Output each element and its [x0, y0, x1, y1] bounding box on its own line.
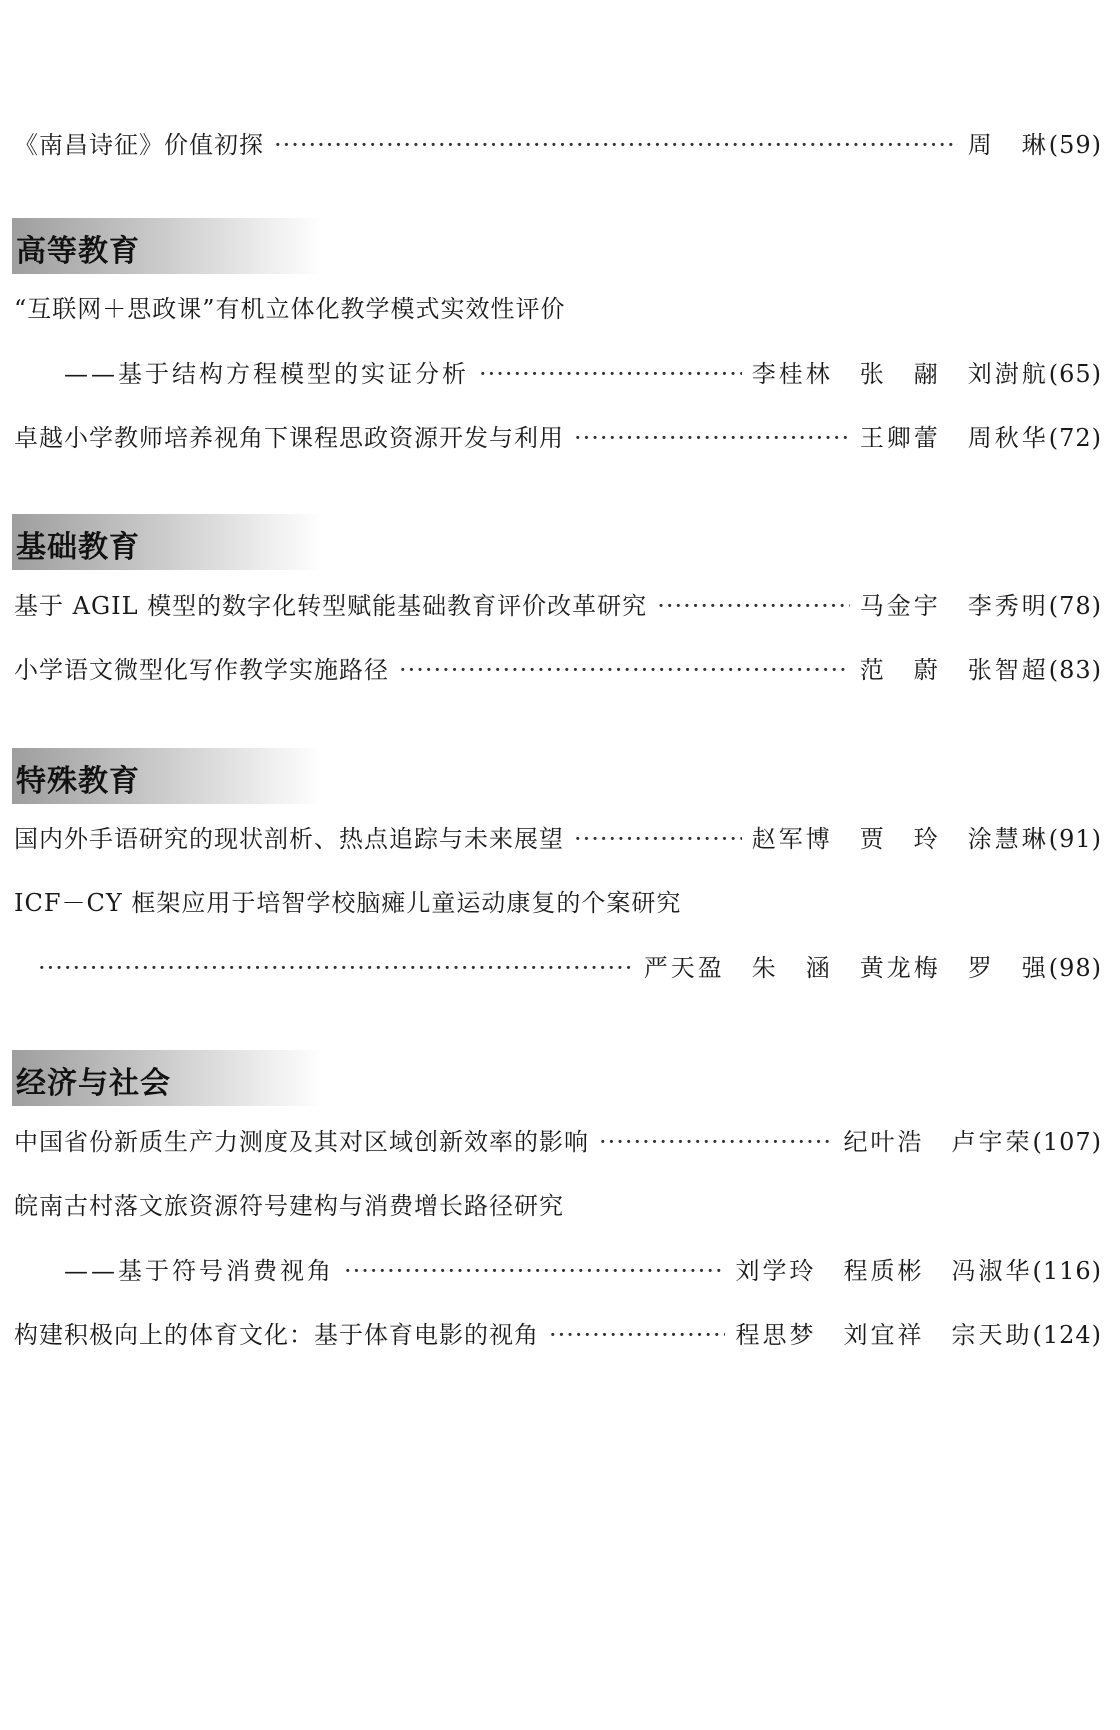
entry-title: 《南昌诗征》价值初探: [14, 131, 264, 159]
entry-title: 基于 AGIL 模型的数字化转型赋能基础教育评价改革研究: [14, 592, 648, 620]
entry-title: 皖南古村落文旅资源符号建构与消费增长路径研究: [14, 1192, 564, 1220]
section-title: 特殊教育: [16, 764, 140, 799]
toc-entry[interactable]: [14, 886, 1102, 920]
toc-entry[interactable]: [14, 653, 1102, 687]
toc-entry[interactable]: [14, 1189, 1102, 1223]
entry-authors: 纪叶浩 卢宇荣: [843, 1128, 1033, 1156]
toc-entry[interactable]: [14, 1318, 1102, 1352]
entry-subtitle: ——基于结构方程模型的实证分析: [64, 360, 469, 388]
toc-entry-subtitle[interactable]: [64, 1254, 1102, 1288]
entry-authors: 马金宇 李秀明: [859, 592, 1049, 620]
entry-authors: 严天盈 朱 涵 黄龙梅 罗 强: [643, 954, 1049, 982]
entry-page: (78): [1048, 592, 1102, 620]
entry-page: (91): [1048, 825, 1102, 853]
section-title: 经济与社会: [16, 1066, 171, 1101]
section-heading-special-education: [12, 748, 322, 804]
entry-page: (59): [1048, 131, 1102, 159]
section-title: 高等教育: [16, 234, 140, 269]
dot-leader: [344, 1254, 725, 1288]
entry-page: (116): [1032, 1257, 1102, 1285]
toc-entry[interactable]: [14, 589, 1102, 623]
entry-authors: 周 琳: [967, 131, 1049, 159]
toc-entry[interactable]: [14, 421, 1102, 455]
dot-leader: [274, 128, 958, 162]
entry-page: (83): [1048, 656, 1102, 684]
toc-entry[interactable]: [14, 822, 1102, 856]
entry-title: 中国省份新质生产力测度及其对区域创新效率的影响: [14, 1128, 589, 1156]
entry-authors: 王卿蕾 周秋华: [859, 424, 1049, 452]
dot-leader: [38, 951, 634, 985]
entry-page: (98): [1048, 954, 1102, 982]
toc-entry[interactable]: [14, 128, 1102, 162]
entry-authors: 范 蔚 张智超: [859, 656, 1049, 684]
entry-title: 国内外手语研究的现状剖析、热点追踪与未来展望: [14, 825, 564, 853]
entry-subtitle: ——基于符号消费视角: [64, 1257, 334, 1285]
entry-authors: 刘学玲 程质彬 冯淑华: [735, 1257, 1033, 1285]
section-title: 基础教育: [16, 530, 140, 565]
toc-entry[interactable]: [14, 1125, 1102, 1159]
entry-title: 卓越小学教师培养视角下课程思政资源开发与利用: [14, 424, 564, 452]
entry-title: “互联网＋思政课”有机立体化教学模式实效性评价: [14, 295, 566, 323]
section-heading-basic-education: [12, 514, 322, 570]
dot-leader: [574, 421, 850, 455]
dot-leader: [399, 653, 850, 687]
entry-authors: 李桂林 张 翮 刘澍航: [751, 360, 1049, 388]
dot-leader: [574, 822, 742, 856]
dot-leader: [549, 1318, 725, 1352]
toc-entry[interactable]: [14, 292, 1102, 326]
toc-entry-subtitle[interactable]: [64, 357, 1102, 391]
toc-entry-authors-line[interactable]: [38, 951, 1102, 985]
entry-title: 小学语文微型化写作教学实施路径: [14, 656, 389, 684]
entry-authors: 赵军博 贾 玲 涂慧琳: [751, 825, 1049, 853]
entry-page: (72): [1048, 424, 1102, 452]
section-heading-higher-education: [12, 218, 322, 274]
section-heading-economy-society: [12, 1050, 322, 1106]
entry-title: ICF－CY 框架应用于培智学校脑瘫儿童运动康复的个案研究: [14, 889, 682, 917]
entry-authors: 程思梦 刘宜祥 宗天助: [735, 1321, 1033, 1349]
dot-leader: [657, 589, 850, 623]
entry-title: 构建积极向上的体育文化：基于体育电影的视角: [14, 1321, 539, 1349]
entry-page: (107): [1032, 1128, 1102, 1156]
entry-page: (65): [1048, 360, 1102, 388]
entry-page: (124): [1032, 1321, 1102, 1349]
dot-leader: [599, 1125, 833, 1159]
dot-leader: [479, 357, 742, 391]
